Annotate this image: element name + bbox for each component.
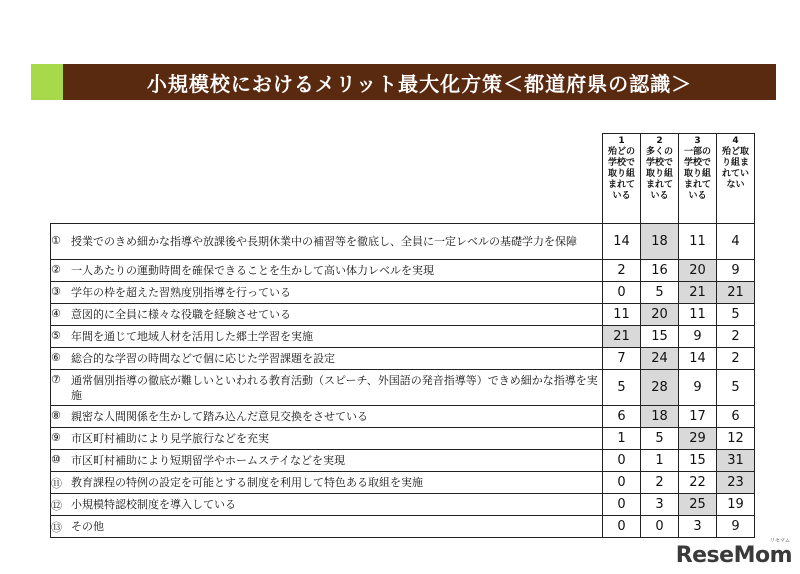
- resemom-logo: [675, 538, 792, 568]
- value-cell: 25: [679, 494, 717, 516]
- table-row: [51, 406, 755, 428]
- item-number: ⑫: [51, 498, 62, 512]
- column-header: 2 多くの 学校で 取り組 まれて いる: [641, 134, 679, 224]
- table-row: [51, 494, 755, 516]
- item-cell: [51, 472, 603, 494]
- item-number: ⑧: [51, 409, 61, 422]
- table-row: [51, 326, 755, 348]
- value-cell: 28: [641, 370, 679, 406]
- value-cell: 9: [717, 260, 755, 282]
- value-cell: 0: [603, 494, 641, 516]
- table-row: [51, 516, 755, 538]
- value-cell: 23: [717, 472, 755, 494]
- value-cell: 3: [679, 516, 717, 538]
- item-number: ①: [51, 234, 61, 247]
- value-cell: 1: [641, 450, 679, 472]
- item-text: 授業でのきめ細かな指導や放課後や長期休業中の補習等を徹底し、全員に一定レベルの基礎学力を保障: [71, 235, 577, 248]
- value-cell: 11: [603, 304, 641, 326]
- table-row: [51, 304, 755, 326]
- table-row: [51, 428, 755, 450]
- value-cell: 0: [603, 450, 641, 472]
- item-text: 市区町村補助により短期留学やホームステイなどを実現: [71, 454, 346, 467]
- table-row: [51, 224, 755, 260]
- item-text: 教育課程の特例の設定を可能とする制度を利用して特色ある取組を実施: [71, 475, 423, 489]
- value-cell: 11: [679, 224, 717, 260]
- item-cell: [51, 348, 603, 370]
- item-cell: [51, 516, 603, 538]
- table-row: [51, 472, 755, 494]
- value-cell: 22: [679, 472, 717, 494]
- item-cell: [51, 224, 603, 260]
- item-number: ⑬: [51, 520, 62, 534]
- value-cell: 19: [717, 494, 755, 516]
- value-cell: 4: [717, 224, 755, 260]
- value-cell: 17: [679, 406, 717, 428]
- value-cell: 29: [679, 428, 717, 450]
- value-cell: 0: [641, 516, 679, 538]
- value-cell: 9: [679, 326, 717, 348]
- page-title: 小規模校におけるメリット最大化方策＜都道府県の認識＞: [63, 64, 776, 100]
- item-number: ③: [51, 285, 61, 298]
- item-cell: [51, 260, 603, 282]
- table-row: [51, 260, 755, 282]
- value-cell: 2: [717, 348, 755, 370]
- logo-text: ReseMom: [675, 543, 792, 568]
- table-row: [51, 370, 755, 406]
- value-cell: 15: [679, 450, 717, 472]
- item-text: 親密な人間関係を生かして踏み込んだ意見交換をさせている: [71, 410, 368, 423]
- value-cell: 21: [717, 282, 755, 304]
- value-cell: 2: [603, 260, 641, 282]
- value-cell: 21: [603, 326, 641, 348]
- item-number: ⑩: [51, 453, 61, 466]
- value-cell: 12: [717, 428, 755, 450]
- value-cell: 16: [641, 260, 679, 282]
- value-cell: 21: [679, 282, 717, 304]
- table-row: [51, 348, 755, 370]
- value-cell: 0: [603, 472, 641, 494]
- value-cell: 5: [717, 304, 755, 326]
- value-cell: 9: [679, 370, 717, 406]
- header-row: [51, 134, 755, 224]
- item-text: 総合的な学習の時間などで個に応じた学習課題を設定: [71, 352, 335, 365]
- column-header: 1 殆どの 学校で 取り組 まれて いる: [603, 134, 641, 224]
- value-cell: 14: [603, 224, 641, 260]
- value-cell: 24: [641, 348, 679, 370]
- value-cell: 6: [717, 406, 755, 428]
- item-cell: [51, 326, 603, 348]
- item-cell: [51, 304, 603, 326]
- column-header: 4 殆ど取 り組ま れてい ない: [717, 134, 755, 224]
- item-cell: [51, 370, 603, 406]
- value-cell: 5: [641, 282, 679, 304]
- item-number: ⑤: [51, 329, 61, 342]
- item-cell: [51, 494, 603, 516]
- value-cell: 20: [679, 260, 717, 282]
- value-cell: 0: [603, 516, 641, 538]
- results-table: [50, 133, 755, 538]
- item-text: 通常個別指導の徹底が難しいといわれる教育活動（スピーチ、外国語の発音指導等）できめ細かな指導を実施: [71, 373, 598, 402]
- value-cell: 15: [641, 326, 679, 348]
- item-cell: [51, 406, 603, 428]
- value-cell: 18: [641, 224, 679, 260]
- value-cell: 2: [717, 326, 755, 348]
- header-blank: [51, 134, 603, 224]
- item-number: ⑥: [51, 351, 61, 364]
- item-text: 年間を通じて地域人材を活用した郷土学習を実施: [71, 330, 313, 343]
- title-bar: [31, 64, 776, 100]
- column-header: 3 一部の 学校で 取り組 まれて いる: [679, 134, 717, 224]
- value-cell: 11: [679, 304, 717, 326]
- value-cell: 18: [641, 406, 679, 428]
- item-cell: [51, 428, 603, 450]
- value-cell: 5: [717, 370, 755, 406]
- item-text: 学年の枠を超えた習熟度別指導を行っている: [71, 286, 291, 299]
- item-number: ④: [51, 307, 61, 320]
- value-cell: 31: [717, 450, 755, 472]
- value-cell: 1: [603, 428, 641, 450]
- value-cell: 6: [603, 406, 641, 428]
- title-accent: [31, 64, 63, 100]
- item-text: 意図的に全員に様々な役職を経験させている: [71, 308, 291, 321]
- item-number: ⑨: [51, 431, 61, 444]
- item-text: 小規模特認校制度を導入している: [71, 497, 236, 511]
- value-cell: 5: [641, 428, 679, 450]
- item-number: ⑦: [51, 372, 61, 386]
- item-cell: [51, 450, 603, 472]
- value-cell: 9: [717, 516, 755, 538]
- logo-kana: リセマム: [770, 538, 790, 544]
- value-cell: 20: [641, 304, 679, 326]
- table-row: [51, 282, 755, 304]
- item-text: 一人あたりの運動時間を確保できることを生かして高い体力レベルを実現: [71, 264, 434, 277]
- value-cell: 2: [641, 472, 679, 494]
- value-cell: 0: [603, 282, 641, 304]
- item-cell: [51, 282, 603, 304]
- table-row: [51, 450, 755, 472]
- item-number: ②: [51, 263, 61, 276]
- value-cell: 7: [603, 348, 641, 370]
- value-cell: 3: [641, 494, 679, 516]
- item-number: ⑪: [51, 476, 62, 490]
- value-cell: 14: [679, 348, 717, 370]
- item-text: 市区町村補助により見学旅行などを充実: [71, 432, 269, 445]
- value-cell: 5: [603, 370, 641, 406]
- item-text: その他: [71, 519, 104, 533]
